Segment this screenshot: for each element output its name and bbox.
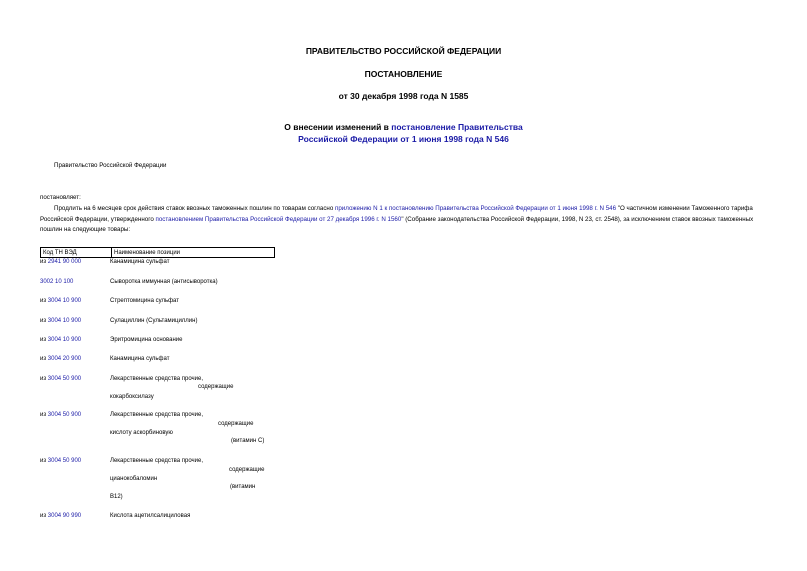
paragraph-text-start: Продлить на 6 месяцев срок действия ставок ввозных таможенных пошлин по товарам согласно xyxy=(54,205,336,212)
code-link[interactable]: 3004 10 900 xyxy=(47,318,82,324)
code-cell: из 3004 10 900 xyxy=(40,318,82,324)
code-link[interactable]: 3004 90 990 xyxy=(47,513,82,519)
code-cell: из 2941 90 000 xyxy=(40,259,82,265)
name-cell-line: Лекарственные средства прочие, xyxy=(110,458,204,464)
code-link[interactable]: 3004 50 900 xyxy=(47,412,82,418)
code-link[interactable]: 3004 10 900 xyxy=(47,337,82,343)
decrees-text: постановляет: xyxy=(40,194,81,201)
paragraph-text-mid: "О частичном изменении Таможенного тарифа Российской Федерации, утвержденного xyxy=(40,205,753,223)
code-cell: из 3004 10 900 xyxy=(40,298,82,304)
main-paragraph xyxy=(40,204,775,236)
code-link[interactable]: 3004 10 900 xyxy=(47,298,82,304)
name-cell: Канамицина сульфат xyxy=(110,356,170,362)
code-cell xyxy=(40,279,73,285)
code-link[interactable]: 3004 50 900 xyxy=(47,376,82,382)
title-line-1 xyxy=(0,121,807,133)
code-link[interactable]: 3002 10 100 xyxy=(40,279,74,285)
code-cell: из 3004 10 900 xyxy=(40,337,82,343)
name-cell: Стрептомицина сульфат xyxy=(110,298,179,304)
name-cell-line: содержащие xyxy=(198,384,234,390)
name-cell: Канамицина сульфат xyxy=(110,259,170,265)
name-cell-line: Лекарственные средства прочие, xyxy=(110,376,204,382)
title-link-part-2[interactable]: Российской Федерации от 1 июня 1998 года N 546 xyxy=(298,134,509,144)
name-cell: Эритромицина основание xyxy=(110,337,183,343)
name-cell-line: кокарбоксилазу xyxy=(110,394,154,400)
name-cell-line: содержащие xyxy=(218,421,254,427)
name-cell-line: (витамин xyxy=(230,484,256,490)
name-cell-line: содержащие xyxy=(229,467,265,473)
code-cell: из 3004 50 900 xyxy=(40,376,82,382)
code-cell: из 3004 90 990 xyxy=(40,513,82,519)
title-link-part-1[interactable]: постановление Правительства xyxy=(391,122,523,132)
code-cell: из 3004 20 900 xyxy=(40,356,82,362)
title-prefix: О внесении изменений в xyxy=(284,122,392,132)
code-link[interactable]: 2941 90 000 xyxy=(47,259,82,265)
column-header-name: Наименование позиции xyxy=(112,248,275,258)
document-title xyxy=(0,121,807,145)
document-date-number: от 30 декабря 1998 года N 1585 xyxy=(338,91,469,101)
government-heading: ПРАВИТЕЛЬСТВО РОССИЙСКОЙ ФЕДЕРАЦИИ xyxy=(305,46,502,56)
name-cell-line: (витамин С) xyxy=(231,438,265,444)
name-cell: Сулациллин (Сультамициллин) xyxy=(110,318,198,324)
code-cell: из 3004 50 900 xyxy=(40,458,82,464)
goods-table-header xyxy=(40,247,275,258)
paragraph-text-end: " (Собрание законодательства Российской Федерации, 1998, N 23, ст. 2548), за исключением ставок ввозных таможенных пошлин на следующие товары: xyxy=(40,215,754,233)
name-cell-line: кислоту аскорбиновую xyxy=(110,430,173,436)
code-link[interactable]: 3004 50 900 xyxy=(47,458,82,464)
code-cell: из 3004 50 900 xyxy=(40,412,82,418)
name-cell-line: Лекарственные средства прочие, xyxy=(110,412,204,418)
name-cell-line: цианокобаломин xyxy=(110,476,158,482)
name-cell: Кислота ацетилсалициловая xyxy=(110,513,191,519)
code-link[interactable]: 3004 20 900 xyxy=(47,356,82,362)
document-type: ПОСТАНОВЛЕНИЕ xyxy=(364,69,443,79)
column-header-code: Код ТН ВЭД xyxy=(41,248,112,258)
name-cell-line: В12) xyxy=(110,494,123,500)
name-cell: Сыворотка иммунная (антисыворотка) xyxy=(110,279,218,285)
appendix-link[interactable]: приложению N 1 к постановлению Правительства Российской Федерации от 1 июня 1998 г. N 546 xyxy=(335,205,617,212)
issuer-text: Правительство Российской Федерации xyxy=(54,162,167,169)
decree-1560-link[interactable]: постановлением Правительства Российской Федерации от 27 декабря 1996 г. N 1560 xyxy=(155,215,402,223)
